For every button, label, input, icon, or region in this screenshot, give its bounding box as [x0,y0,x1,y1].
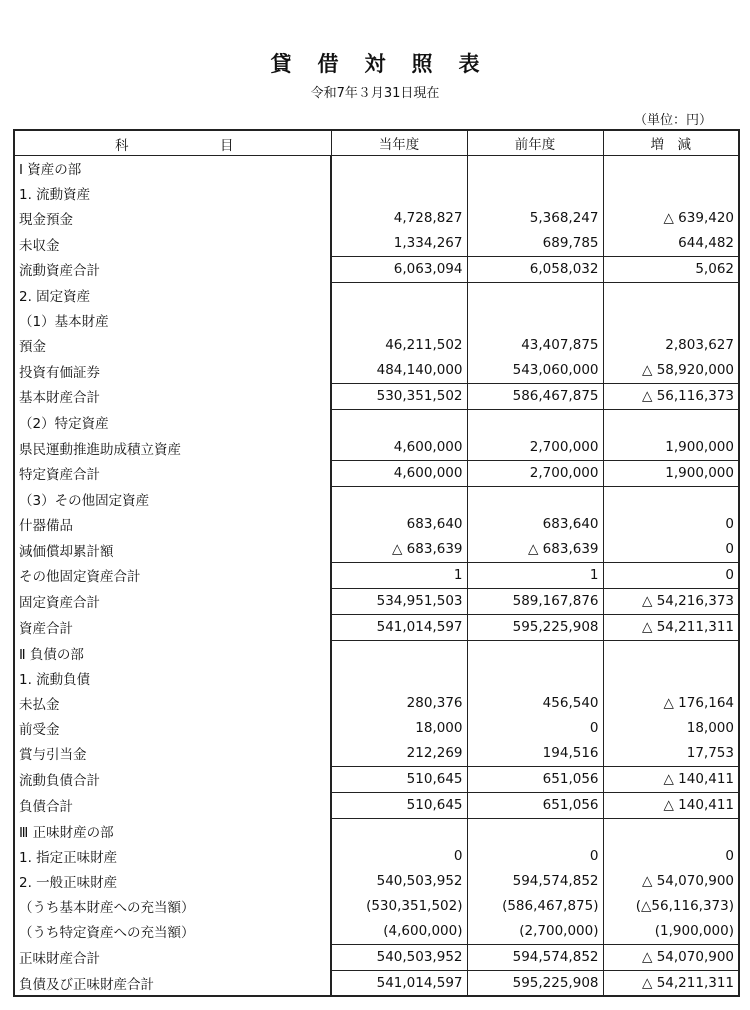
account-name: 資産合計 [14,614,331,640]
table-row [14,944,739,970]
previous-year-value: 43,407,875 [467,333,603,358]
previous-year-value: 651,056 [467,766,603,792]
table-row [14,383,739,409]
account-name: 基本財産合計 [14,383,331,409]
account-name: 1. 流動資産 [14,181,331,206]
account-name: 固定資産合計 [14,588,331,614]
change-value: △ 176,164 [663,695,734,712]
account-name: 現金預金 [14,206,331,231]
previous-year-value [467,818,603,843]
table-row [14,716,739,741]
current-year-value [331,640,467,665]
current-year-value: 541,014,597 [331,614,467,640]
change-value: △ 58,920,000 [642,362,734,379]
account-name: 未収金 [14,231,331,256]
document-date: 令和7年３月31日現在 [310,86,440,101]
current-year-value: 0 [331,844,467,869]
previous-year-value: 586,467,875 [467,383,603,409]
table-row [14,512,739,537]
previous-year-value: 194,516 [467,741,603,766]
current-year-value [331,666,467,691]
table-row [14,894,739,919]
change-value: △ 140,411 [603,792,739,818]
table-row [14,844,739,869]
header-current-year: 当年度 [331,130,467,156]
account-name: 正味財産合計 [14,944,331,970]
previous-year-value: 689,785 [467,231,603,256]
table-header [14,130,739,156]
account-name: Ⅱ 負債の部 [14,640,331,665]
account-name: 預金 [14,333,331,358]
current-year-value [331,818,467,843]
current-year-value: (530,351,502) [331,894,467,919]
previous-year-value: 589,167,876 [467,588,603,614]
current-year-value: 1 [331,562,467,588]
previous-year-value [467,409,603,434]
current-year-value: 1,334,267 [331,231,467,256]
previous-year-value: 6,058,032 [467,256,603,282]
header-account-char2: 目 [220,138,234,154]
change-value: (1,900,000) [654,923,734,940]
previous-year-value [467,156,603,181]
account-name: その他固定資産合計 [14,562,331,588]
current-year-value: 510,645 [331,766,467,792]
account-name: （うち基本財産への充当額） [14,894,331,919]
change-value: 0 [603,562,739,588]
change-value: 0 [725,516,734,533]
change-value: △ 54,211,311 [603,614,739,640]
header-change: 増 減 [603,130,739,156]
previous-year-value: △ 683,639 [467,537,603,562]
table-row [14,970,739,996]
change-value: 0 [725,541,734,558]
previous-year-value: 594,574,852 [467,869,603,894]
change-value [603,486,739,511]
account-name: （1）基本財産 [14,308,331,333]
change-value: (△56,116,373) [635,898,734,915]
current-year-value: 18,000 [331,716,467,741]
current-year-value [331,181,467,206]
previous-year-value: 2,700,000 [467,435,603,460]
account-name: 投資有価証券 [14,358,331,383]
table-row [14,691,739,716]
previous-year-value [467,486,603,511]
previous-year-value [467,308,603,333]
account-name: 什器備品 [14,512,331,537]
change-value: △ 56,116,373 [603,383,739,409]
document-title: 貸借対照表 [270,52,506,76]
account-name: 負債合計 [14,792,331,818]
change-value [603,308,739,333]
current-year-value: 280,376 [331,691,467,716]
current-year-value: 541,014,597 [331,970,467,996]
table-row [14,308,739,333]
current-year-value: 4,600,000 [331,435,467,460]
current-year-value: 683,640 [331,512,467,537]
table-row [14,741,739,766]
previous-year-value: (2,700,000) [467,919,603,944]
table-row [14,766,739,792]
current-year-value: 46,211,502 [331,333,467,358]
table-row [14,181,739,206]
account-name: 県民運動推進助成積立資産 [14,435,331,460]
account-name: （2）特定資産 [14,409,331,434]
table-row [14,666,739,691]
account-name: 前受金 [14,716,331,741]
previous-year-value: 0 [467,716,603,741]
current-year-value: (4,600,000) [331,919,467,944]
account-name: 2. 一般正味財産 [14,869,331,894]
previous-year-value: 456,540 [467,691,603,716]
header-previous-year: 前年度 [467,130,603,156]
change-value [603,666,739,691]
change-value: 1,900,000 [603,460,739,486]
table-body [14,156,739,997]
current-year-value [331,409,467,434]
change-value: 17,753 [686,745,734,762]
table-row [14,282,739,307]
account-name: （3）その他固定資産 [14,486,331,511]
table-row [14,206,739,231]
previous-year-value: 594,574,852 [467,944,603,970]
current-year-value: 4,728,827 [331,206,467,231]
table-row [14,409,739,434]
change-value: 644,482 [678,235,734,252]
change-value: △ 140,411 [603,766,739,792]
change-value [603,181,739,206]
change-value: 5,062 [603,256,739,282]
change-value: △ 639,420 [663,210,734,227]
change-value: △ 54,070,900 [642,873,734,890]
current-year-value: 484,140,000 [331,358,467,383]
account-name: 2. 固定資産 [14,282,331,307]
current-year-value: 540,503,952 [331,944,467,970]
balance-sheet-table [13,129,740,997]
unit-label: （単位：円） [633,113,712,128]
table-row [14,792,739,818]
change-value: △ 54,070,900 [603,944,739,970]
previous-year-value: 2,700,000 [467,460,603,486]
table-row [14,919,739,944]
account-name: 流動資産合計 [14,256,331,282]
change-value [603,818,739,843]
table-row [14,486,739,511]
change-value: 18,000 [686,720,734,737]
previous-year-value: 543,060,000 [467,358,603,383]
account-name: 未払金 [14,691,331,716]
change-value [603,156,739,181]
table-row [14,818,739,843]
account-name: 1. 指定正味財産 [14,844,331,869]
current-year-value: 540,503,952 [331,869,467,894]
account-name: Ⅲ 正味財産の部 [14,818,331,843]
previous-year-value: 0 [467,844,603,869]
previous-year-value [467,666,603,691]
table-row [14,562,739,588]
account-name: 特定資産合計 [14,460,331,486]
current-year-value [331,486,467,511]
change-value: △ 54,216,373 [603,588,739,614]
previous-year-value: (586,467,875) [467,894,603,919]
current-year-value [331,156,467,181]
account-name: 1. 流動負債 [14,666,331,691]
change-value: △ 54,211,311 [603,970,739,996]
previous-year-value: 595,225,908 [467,970,603,996]
previous-year-value: 683,640 [467,512,603,537]
account-name: 流動負債合計 [14,766,331,792]
change-value [603,282,739,307]
header-account [14,130,331,156]
account-name: 負債及び正味財産合計 [14,970,331,996]
table-row [14,156,739,181]
account-name: （うち特定資産への充当額） [14,919,331,944]
current-year-value: △ 683,639 [331,537,467,562]
table-row [14,460,739,486]
table-row [14,614,739,640]
table-row [14,640,739,665]
change-value [603,640,739,665]
current-year-value: 510,645 [331,792,467,818]
account-name: Ⅰ 資産の部 [14,156,331,181]
previous-year-value: 595,225,908 [467,614,603,640]
current-year-value: 530,351,502 [331,383,467,409]
table-row [14,333,739,358]
table-row [14,231,739,256]
previous-year-value [467,181,603,206]
previous-year-value: 651,056 [467,792,603,818]
account-name: 賞与引当金 [14,741,331,766]
current-year-value: 4,600,000 [331,460,467,486]
previous-year-value: 1 [467,562,603,588]
change-value: 0 [725,848,734,865]
change-value [603,409,739,434]
previous-year-value [467,640,603,665]
previous-year-value [467,282,603,307]
table-row [14,869,739,894]
current-year-value [331,308,467,333]
change-value: 1,900,000 [665,439,734,456]
table-row [14,588,739,614]
table-row [14,256,739,282]
change-value: 2,803,627 [665,337,734,354]
current-year-value: 212,269 [331,741,467,766]
previous-year-value: 5,368,247 [467,206,603,231]
account-name: 減価償却累計額 [14,537,331,562]
current-year-value: 534,951,503 [331,588,467,614]
table-row [14,537,739,562]
current-year-value [331,282,467,307]
table-row [14,358,739,383]
table-row [14,435,739,460]
header-account-char1: 科 [115,138,129,154]
current-year-value: 6,063,094 [331,256,467,282]
